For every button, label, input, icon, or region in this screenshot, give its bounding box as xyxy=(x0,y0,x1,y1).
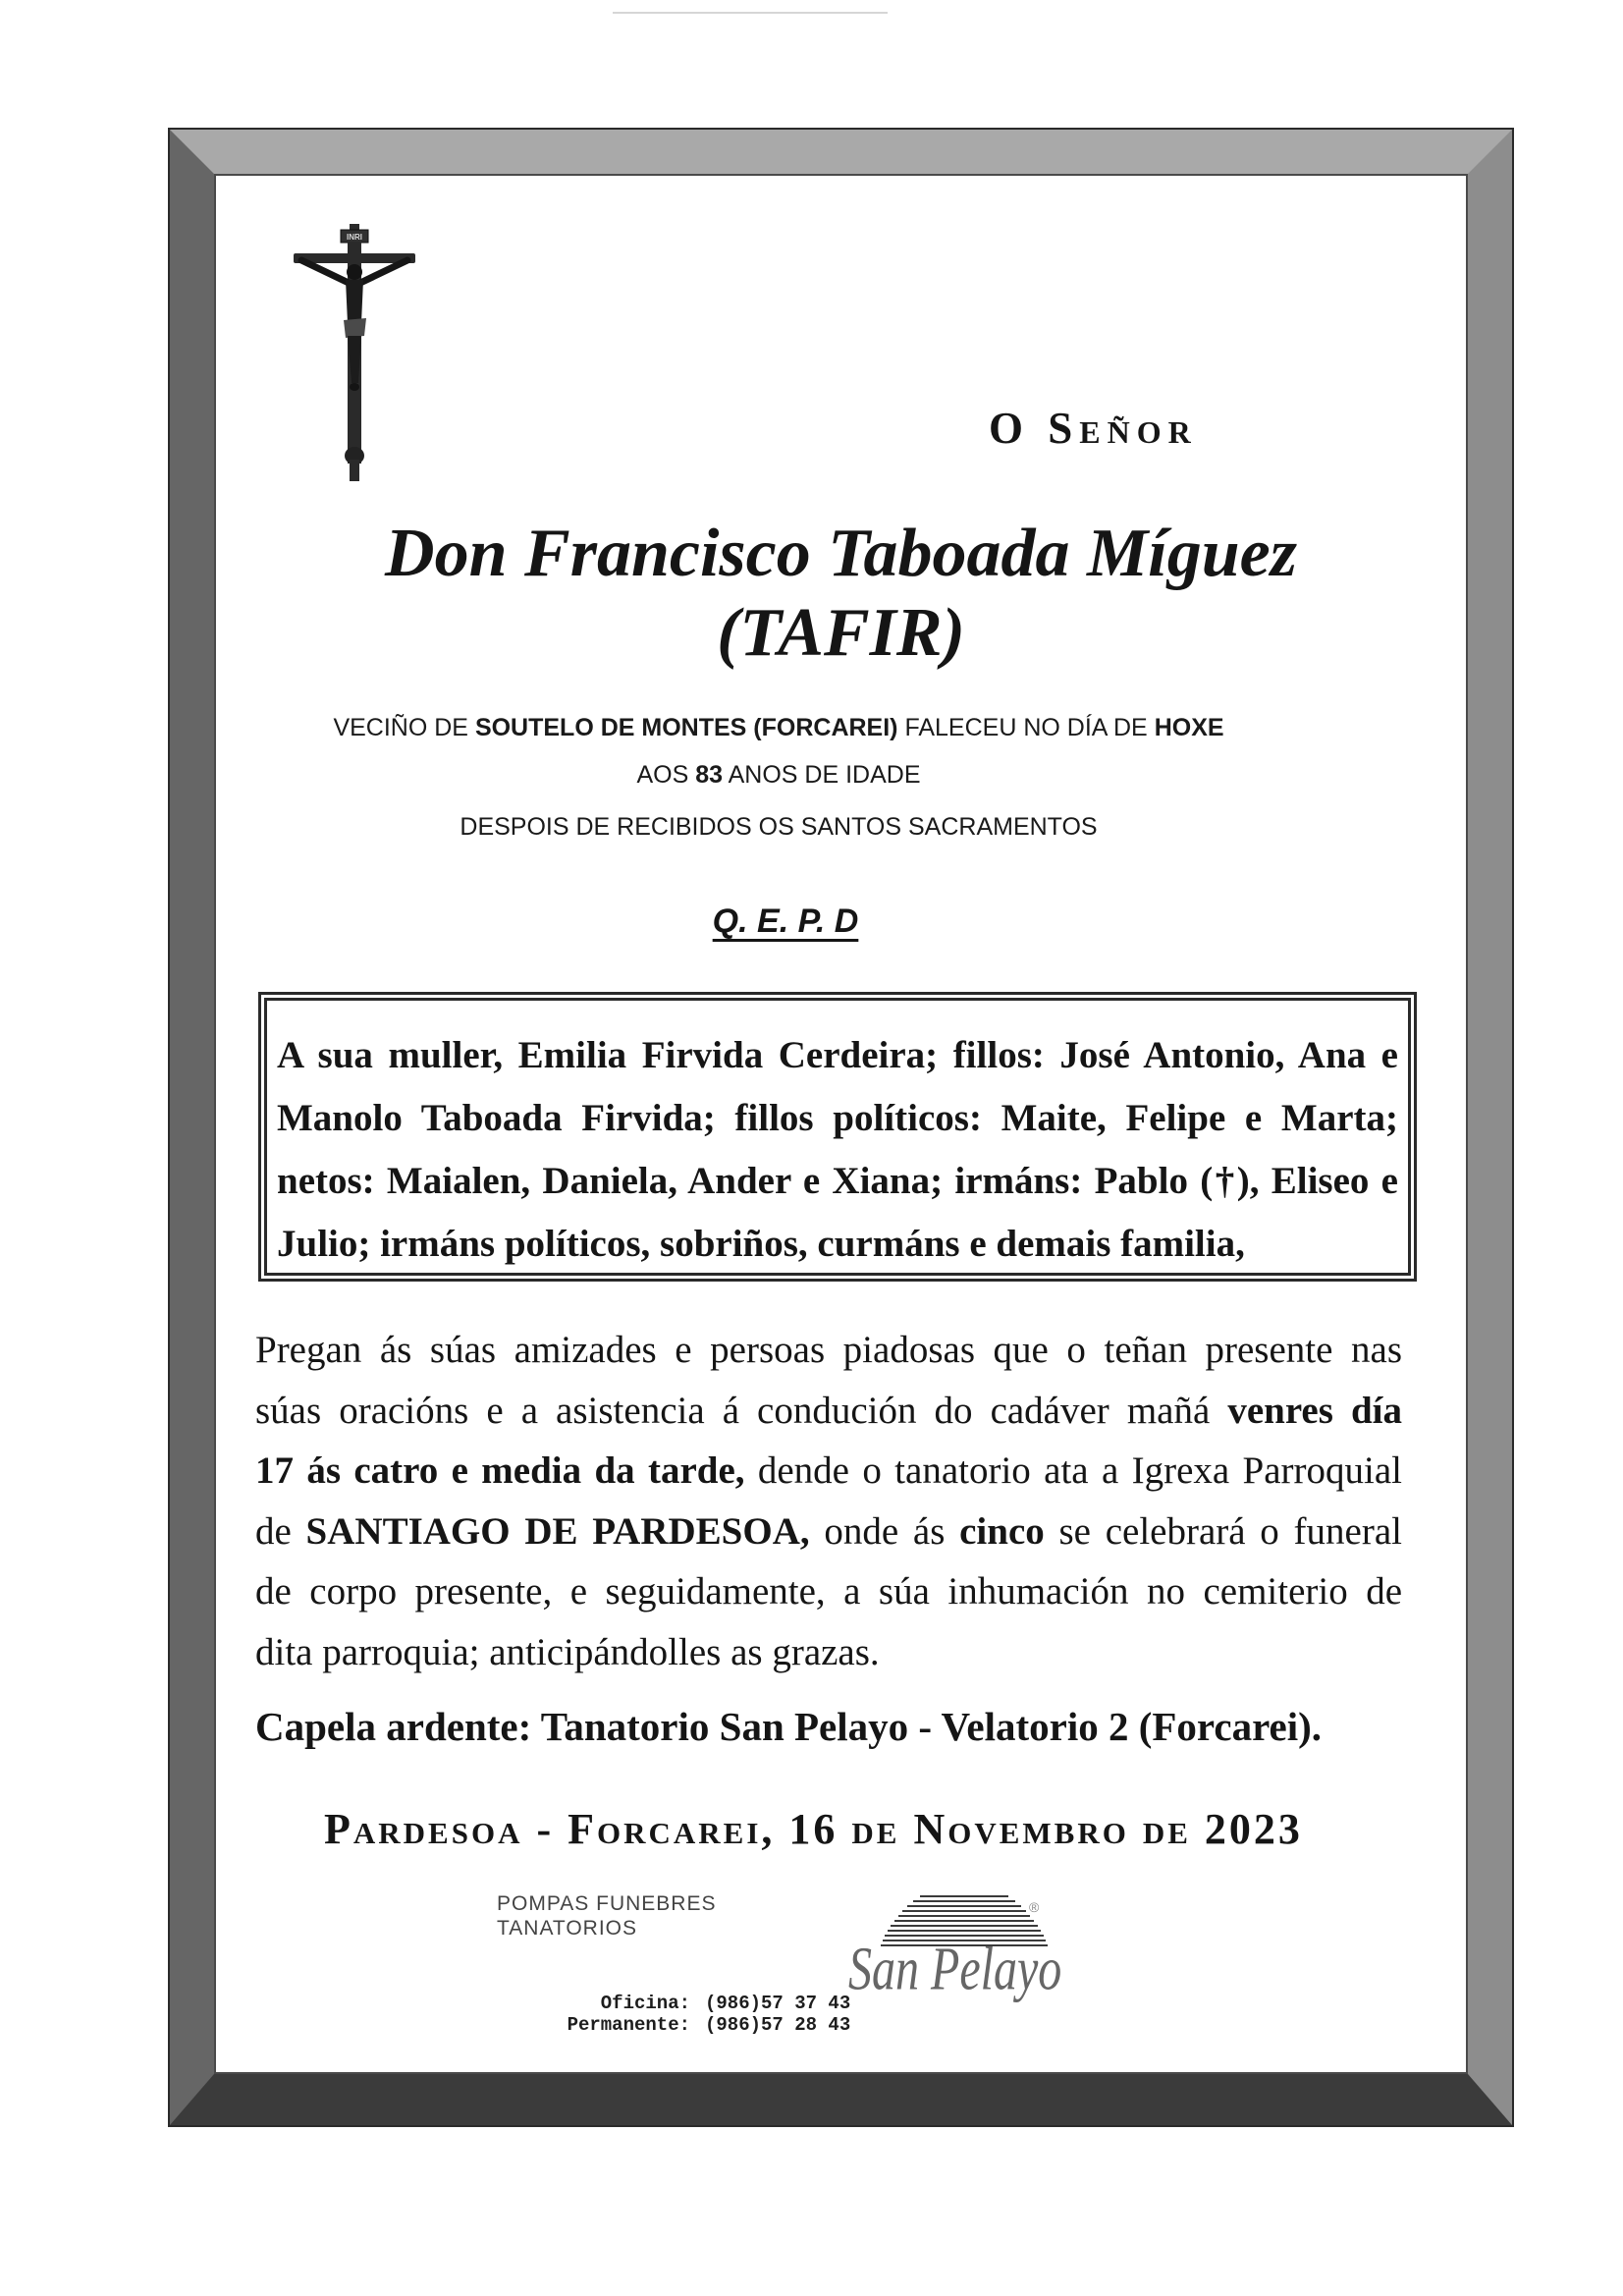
invitation-parish: SANTIAGO DE PARDESOA, xyxy=(305,1509,810,1553)
scan-artifact-line xyxy=(613,12,888,14)
details-text: VECIÑO DE xyxy=(333,714,475,741)
figure-torso xyxy=(346,280,363,323)
permanent-phone-number: (986)57 28 43 xyxy=(705,2014,851,2036)
invitation-text: se celebrará o funeral xyxy=(1044,1509,1402,1553)
san-pelayo-logo-text: San Pelayo xyxy=(848,1935,1062,2003)
chapel-line: Capela ardente: Tanatorio San Pelayo - Velatorio 2 (Forcarei). xyxy=(255,1704,1323,1749)
figure-feet xyxy=(350,383,359,391)
invitation-line xyxy=(255,1320,1402,1381)
details-village: SOUTELO DE MONTES (FORCAREI) xyxy=(474,714,898,741)
invitation-line xyxy=(255,1622,1402,1683)
figure-loincloth xyxy=(344,318,366,338)
invitation-line xyxy=(255,1381,1402,1442)
details-text: FALECEU NO DÍA DE xyxy=(897,714,1155,741)
invitation-day: venres día xyxy=(1227,1389,1402,1432)
details-age: 83 xyxy=(695,761,724,789)
registered-mark: ® xyxy=(1029,1899,1040,1915)
family-line: netos: Maialen, Daniela, Ander e Xiana; irmáns: Pablo (†), Eliseo e xyxy=(277,1160,1398,1202)
deceased-nickname: (TAFIR) xyxy=(717,595,965,671)
office-phone-label: Oficina: xyxy=(600,1993,690,2014)
invitation-text: onde ás xyxy=(809,1509,960,1553)
invitation-text: dita parroquia; anticipándolles as grazas. xyxy=(255,1630,880,1673)
figure-head xyxy=(347,264,362,280)
office-phone-number: (986)57 37 43 xyxy=(705,1993,851,2014)
permanent-phone-row xyxy=(550,2014,850,2036)
funeral-home-line2: TANATORIOS xyxy=(497,1917,638,1940)
qepd-abbreviation: Q. E. P. D xyxy=(712,902,859,940)
family-box xyxy=(258,992,1417,1282)
notice-title: O Señor xyxy=(989,404,1198,453)
details-line-residence xyxy=(189,713,1368,742)
family-line: A sua muller, Emilia Firvida Cerdeira; fillos: José Antonio, Ana e xyxy=(277,1034,1398,1076)
crucifix-plaque-text: INRI xyxy=(347,233,362,242)
invitation-time: 17 ás catro e media da tarde, xyxy=(255,1449,745,1493)
crucifix-icon xyxy=(290,224,419,481)
invitation-text: dende o tanatorio ata a Igrexa Parroquial xyxy=(744,1449,1402,1493)
invitation-text: de xyxy=(255,1509,306,1553)
details-text: ANOS DE IDADE xyxy=(723,761,921,789)
details-line-age xyxy=(189,760,1368,790)
details-text: AOS xyxy=(636,761,696,789)
place-date: Pardesoa - Forcarei, 16 de Novembro de 2023 xyxy=(324,1805,1303,1853)
family-line: Manolo Taboada Firvida; fillos políticos: Maite, Felipe e Marta; xyxy=(277,1097,1398,1139)
details-day: HOXE xyxy=(1154,714,1224,741)
office-phone-row xyxy=(550,1993,850,2014)
figure-right-arm xyxy=(360,260,407,283)
invitation-text: Pregan ás súas amizades e persoas piadosas que o teñan presente nas xyxy=(255,1329,1402,1371)
invitation-text: de corpo presente, e seguidamente, a súa inhumación no cemiterio de xyxy=(255,1570,1402,1613)
invitation-line xyxy=(255,1441,1402,1502)
permanent-phone-label: Permanente: xyxy=(567,2014,690,2036)
details-line-sacraments: DESPOIS DE RECIBIDOS OS SANTOS SACRAMENTOS xyxy=(460,813,1098,841)
crucifix-foot xyxy=(350,460,359,481)
invitation-paragraph xyxy=(255,1320,1402,1683)
figure-left-arm xyxy=(301,260,349,283)
invitation-hour: cinco xyxy=(959,1509,1045,1553)
deceased-name: Don Francisco Taboada Míguez xyxy=(385,516,1297,591)
family-line: Julio; irmáns políticos, sobriños, curmáns e demais familia, xyxy=(277,1223,1245,1265)
invitation-line xyxy=(255,1561,1402,1622)
invitation-text: súas oracións e a asistencia á condución do cadáver mañá xyxy=(255,1389,1228,1432)
invitation-line xyxy=(255,1502,1402,1562)
funeral-home-line1: POMPAS FUNEBRES xyxy=(497,1892,717,1915)
